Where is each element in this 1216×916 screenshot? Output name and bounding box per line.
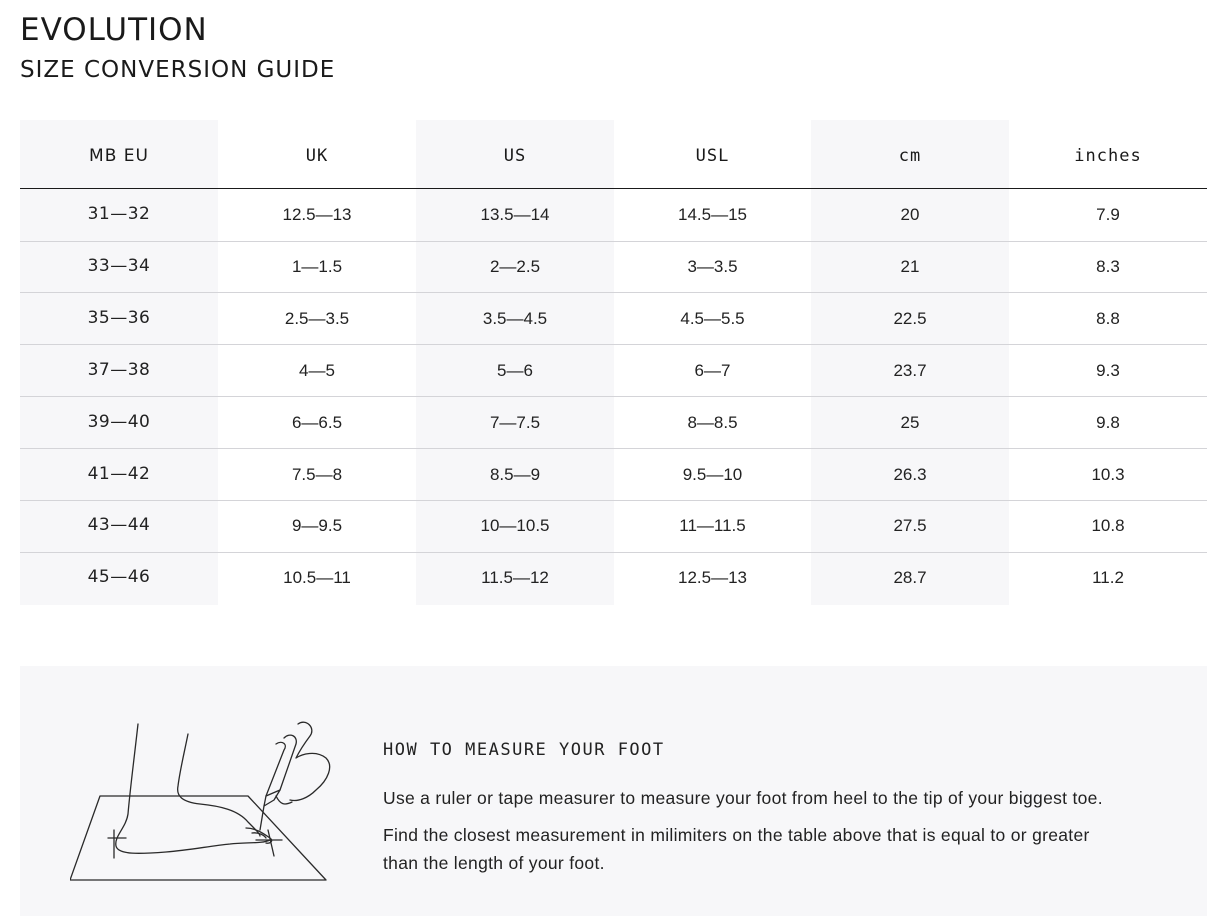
- cell-mb-eu: 35—36: [87, 307, 151, 328]
- measure-title: HOW TO MEASURE YOUR FOOT: [383, 740, 665, 760]
- cell-mb-eu: 39—40: [87, 411, 151, 432]
- cell-usl: 6—7: [694, 360, 731, 380]
- cell-mb-eu: 45—46: [87, 567, 151, 588]
- cell-uk: 10.5—11: [283, 568, 351, 588]
- cell-inches: 8.8: [1096, 308, 1120, 328]
- cell-uk: 9—9.5: [291, 516, 343, 536]
- foot-measuring-illustration-icon: [70, 710, 360, 882]
- cell-us: 10—10.5: [480, 516, 550, 536]
- page-subtitle: SIZE CONVERSION GUIDE: [20, 57, 336, 83]
- measure-instruction-2-line-2: than the length of your foot.: [383, 853, 605, 873]
- cell-cm: 26.3: [893, 464, 927, 484]
- cell-us: 11.5—12: [481, 568, 549, 588]
- table-row: [20, 449, 1207, 502]
- cell-inches: 7.9: [1096, 205, 1120, 224]
- cell-mb-eu: 43—44: [87, 515, 151, 536]
- page-title: EVOLUTION: [20, 12, 208, 48]
- cell-cm: 21: [900, 256, 920, 276]
- measure-instruction-1: Use a ruler or tape measurer to measure your foot from heel to the tip of your biggest toe.: [383, 788, 1103, 808]
- table-row: [20, 500, 1207, 553]
- column-header-usl: USL: [695, 146, 730, 166]
- column-header-us: US: [503, 146, 527, 166]
- cell-cm: 28.7: [893, 568, 927, 588]
- cell-us: 3.5—4.5: [482, 308, 548, 328]
- cell-inches: 9.3: [1096, 360, 1120, 380]
- cell-inches: 9.8: [1096, 412, 1120, 432]
- cell-uk: 1—1.5: [291, 256, 343, 276]
- measure-instructions-panel: [20, 666, 1207, 916]
- table-row: [20, 345, 1207, 398]
- cell-inches: 11.2: [1092, 568, 1124, 588]
- table-row: [20, 552, 1207, 604]
- cell-cm: 23.7: [893, 360, 927, 380]
- cell-uk: 2.5—3.5: [284, 308, 350, 328]
- column-header-inches: inches: [1074, 146, 1142, 166]
- column-header-mb-eu: MB EU: [89, 146, 149, 166]
- cell-cm: 22.5: [893, 308, 927, 328]
- cell-usl: 12.5—13: [678, 568, 747, 588]
- column-header-cm: cm: [898, 146, 922, 166]
- cell-usl: 11—11.5: [679, 516, 746, 536]
- table-row: [20, 397, 1207, 450]
- cell-mb-eu: 41—42: [87, 463, 151, 484]
- cell-cm: 27.5: [893, 516, 927, 536]
- cell-usl: 4.5—5.5: [680, 308, 745, 328]
- cell-cm: 20: [900, 205, 920, 224]
- cell-uk: 4—5: [299, 360, 335, 380]
- cell-usl: 3—3.5: [687, 256, 738, 276]
- cell-inches: 10.8: [1091, 516, 1125, 536]
- cell-uk: 7.5—8: [291, 464, 343, 484]
- cell-mb-eu: 31—32: [87, 204, 151, 224]
- cell-cm: 25: [900, 412, 920, 432]
- measure-instruction-2-line-1: Find the closest measurement in milimiters on the table above that is equal to or greater: [383, 825, 1090, 845]
- cell-us: 7—7.5: [489, 412, 541, 432]
- cell-uk: 6—6.5: [291, 412, 343, 432]
- cell-us: 13.5—14: [480, 205, 550, 224]
- table-header-row: [20, 120, 1207, 189]
- table-row: [20, 293, 1207, 346]
- column-header-uk: UK: [305, 146, 329, 166]
- cell-mb-eu: 37—38: [87, 359, 151, 380]
- cell-inches: 10.3: [1091, 464, 1125, 484]
- cell-usl: 14.5—15: [678, 205, 747, 224]
- table-row: [20, 241, 1207, 294]
- cell-inches: 8.3: [1096, 256, 1120, 276]
- cell-uk: 12.5—13: [282, 205, 352, 224]
- cell-mb-eu: 33—34: [87, 255, 151, 276]
- cell-us: 5—6: [497, 360, 533, 380]
- cell-usl: 8—8.5: [687, 412, 738, 432]
- cell-us: 8.5—9: [489, 464, 541, 484]
- table-row: [20, 189, 1207, 242]
- cell-usl: 9.5—10: [682, 464, 743, 484]
- cell-us: 2—2.5: [489, 256, 541, 276]
